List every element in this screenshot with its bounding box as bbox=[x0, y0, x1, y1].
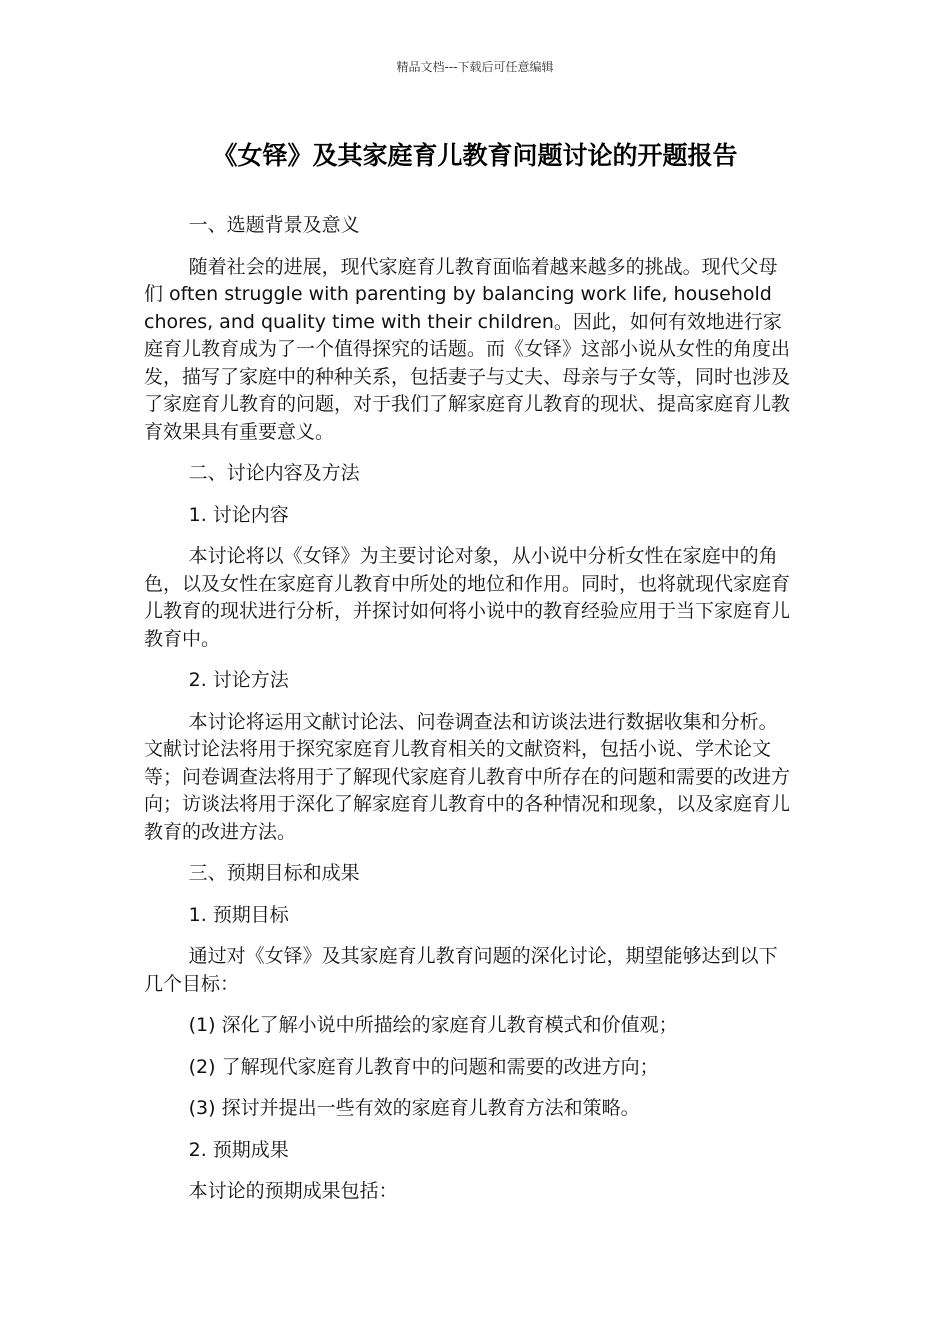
paragraph-method: 本讨论将运用文献讨论法、问卷调查法和访谈法进行数据收集和分析。文献讨论法将用于探究家庭育儿教育相关的文献资料，包括小说、学术论文等；问卷调查法将用于了解现代家庭育儿教育中所存在的问题和需要的改进方向；访谈法将用于深化了解家庭育儿教育中的各种情况和现象，以及家庭育儿教育的改进方法。 bbox=[144, 710, 791, 843]
subheading-outcomes: 2. 预期成果 bbox=[188, 1138, 289, 1161]
paragraph-background: 随着社会的进展，现代家庭育儿教育面临着越来越多的挑战。现代父母们 often struggle with parenting by balancing work life, household chores, and quality time with their children。因此，如何有效地进行家庭育儿教育成为了一个值得探究的话题。而《女铎》这部小说从女性的角度出发，描写了家庭中的种种关系，包括妻子与丈夫、母亲与子女等，同时也涉及了家庭育儿教育的问题，对于我们了解家庭育儿教育的现状、提高家庭育儿教育效果具有重要意义。 bbox=[144, 255, 791, 443]
section-heading-goals: 三、预期目标和成果 bbox=[188, 862, 360, 884]
list-item-goal-2: (2) 了解现代家庭育儿教育中的问题和需要的改进方向； bbox=[188, 1055, 659, 1078]
section-heading-background: 一、选题背景及意义 bbox=[188, 214, 360, 236]
document-body bbox=[144, 212, 792, 1220]
paragraph-outcomes-intro: 本讨论的预期成果包括： bbox=[188, 1180, 398, 1202]
subheading-content: 1. 讨论内容 bbox=[188, 503, 289, 526]
document-title: 《女铎》及其家庭育儿教育问题讨论的开题报告 bbox=[212, 141, 738, 170]
section-heading-content-method: 二、讨论内容及方法 bbox=[188, 462, 360, 484]
paragraph-content: 本讨论将以《女铎》为主要讨论对象，从小说中分析女性在家庭中的角色，以及女性在家庭育儿教育中所处的地位和作用。同时，也将就现代家庭育儿教育的现状进行分析，并探讨如何将小说中的教育经验应用于当下家庭育儿教育中。 bbox=[144, 545, 791, 650]
subheading-method: 2. 讨论方法 bbox=[188, 669, 289, 691]
header-note: 精品文档---下载后可任意编辑 bbox=[396, 60, 554, 74]
subheading-goals: 1. 预期目标 bbox=[188, 903, 289, 926]
paragraph-goals-intro: 通过对《女铎》及其家庭育儿教育问题的深化讨论，期望能够达到以下几个目标： bbox=[144, 945, 778, 995]
list-item-goal-1: (1) 深化了解小说中所描绘的家庭育儿教育模式和价值观； bbox=[188, 1014, 678, 1036]
list-item-goal-3: (3) 探讨并提出一些有效的家庭育儿教育方法和策略。 bbox=[188, 1097, 640, 1119]
